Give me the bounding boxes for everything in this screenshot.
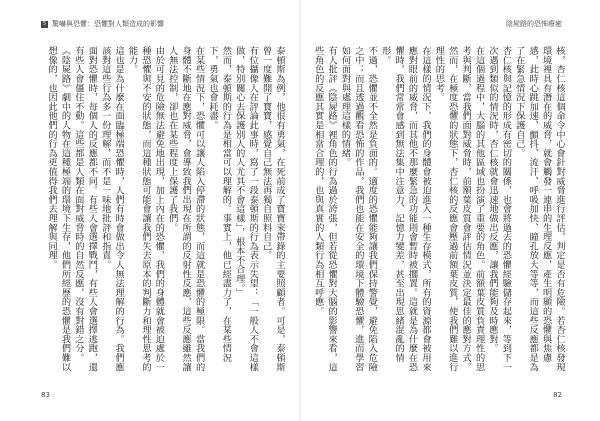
paragraph: 這也是為什麼在面臨極端恐懼時，人們有時會做出令人無法理解的行為。我們應該對這些行為多一份理解，而不是一味地批評和指責。 bbox=[99, 46, 125, 372]
right-page bbox=[300, 0, 600, 421]
paragraph: 核，杏仁核這個命令中心會針對威脅進行評估，判定是否有危險。若杏仁核發現環境裡具有潛在的威脅，就會觸發一連串的生理反應，產生明顯的恐懼與焦慮感，此時心跳加速、顫抖、流汗、呼吸加快、瞳孔放大等等，而這些反應都是為了在緊急情況下保護自己。 bbox=[513, 46, 565, 372]
paragraph: 由於可見的危險無法避免地出現，加上內在的恐懼，我們的身體就會被迫處於一種恐懼與不安的狀態，而這種狀態可能會讓我們失去原本的判斷力和理性思考的能力。 bbox=[126, 46, 165, 372]
paragraph: 在這個過程中，大腦的其他區域也扮演了重要的角色。前額葉皮質負責理性的思考與判斷，當我們面對威脅時，前額葉皮質會評估情況並決定最佳的應對方式。然而，在極度恐懼的狀態下，杏仁核的反應會壓過前額葉皮質，使我們難以進行理性的思考。 bbox=[433, 46, 485, 372]
chapter-number-badge: 5 bbox=[42, 20, 47, 27]
page-number-left: 83 bbox=[41, 391, 50, 399]
page-number-right: 82 bbox=[553, 391, 562, 399]
body-text-left bbox=[46, 46, 286, 374]
paragraph: 在某些情況下，恐懼可以讓人陷入停滯的狀態，而這就是恐懼的極限。當我們的身體不斷地在應對威脅，會導致我們出現在所謂的反射性反應，這些反應雖然讓人無法控制，卻也在某些程度上保護了我們。 bbox=[166, 46, 205, 372]
running-header-right: 陰屍路的恐怖療癒 bbox=[506, 20, 562, 28]
paragraph: 杏仁核與記憶的形成有密切的關係，也會將過去的恐懼經驗儲存起來，等到下一次遇到類似的情況時，杏仁核就會迅速地做出反應，讓我們能夠及時應對。 bbox=[486, 46, 512, 372]
paragraph: 面對恐懼時，每個人的反應都不同。有些人會選擇戰鬥，有些人會選擇逃跑，還有些人會僵住不動。這些都是人類在面對威脅時的自然反應，沒有對錯之分。 bbox=[72, 46, 98, 372]
chapter-title: 驚嚇與恐懼：恐懼對人類造成的影響 bbox=[52, 20, 164, 28]
paragraph: 泰頓斯為例，他很有勇氣，在死前成了寶寶來帶錄的主要照顧者。可是，泰頓斯曾一度難開了寶寶，感覺自己無法再獨自照料自己。 bbox=[260, 46, 285, 372]
paragraph: 《陰屍路》劇中的人物在這種極端的環境下生存，他們所經歷的恐懼是我們難以想像的，也因此他們的行為更值得我們去理解與同理。 bbox=[46, 46, 71, 372]
running-header-left bbox=[41, 19, 164, 29]
paragraph: 有位攝像人在評論此事時，寫了一段泰頓斯的行為表示失望：「一般人不會這樣做，特別關心去保護別人的人尤其不會這樣」，根本不合理。」 bbox=[233, 46, 259, 372]
paragraph: 然而，泰頓斯的行為是相當可以理解的。事實上，他已經盡力了，在某些情況下，勇氣也會耗盡。 bbox=[206, 46, 232, 363]
body-text-right bbox=[312, 46, 566, 374]
paragraph: 有人批評《陰屍路》裡角色的行為過於誇張，但若從恐懼對大腦的影響來看，這些角色的反應其實是相當合理的，也與真實的人類行為相互呼應。 bbox=[312, 46, 338, 372]
paragraph: 不過，恐懼並不全然是負面的。適度的恐懼能夠讓我們保持警覺，避免陷入危險之中；而且透過觀看恐怖的作品，我們也能在安全的環境下體驗恐懼，進而學習如何面對與處理這樣的情緒。 bbox=[339, 46, 378, 372]
paragraph: 在這樣的情況下，我們的身體會被迫進入一種生存模式，所有的資源都會被用來應對眼前的威脅，而其他不那麼緊急的功能則會暫時被擱置。這就是為什麼在恐懼時，我們常常會感到無法集中注意力、記憶力變差，甚至出現思緒混亂的情形。 bbox=[379, 46, 431, 372]
